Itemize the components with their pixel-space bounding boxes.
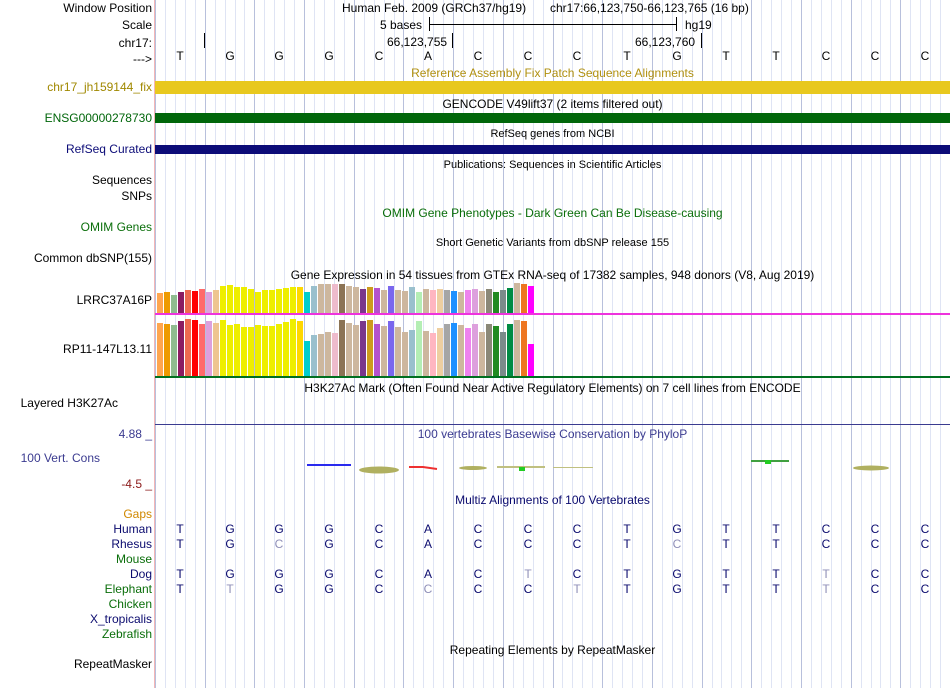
base-letter: C xyxy=(523,522,533,536)
label-chrom[interactable]: chr17: xyxy=(118,36,152,50)
base-letter: C xyxy=(870,567,880,581)
label-chicken[interactable]: Chicken xyxy=(108,597,152,611)
base-letter: T xyxy=(226,582,234,596)
base-letter: G xyxy=(324,567,334,581)
base-letter: C xyxy=(423,582,433,596)
phylop-blip-7 xyxy=(553,467,593,468)
gencode-track-title: GENCODE V49lift37 (2 items filtered out) xyxy=(442,97,663,111)
phylop-blip-2 xyxy=(359,467,399,474)
base-letter: C xyxy=(572,537,582,551)
base-letter: T xyxy=(573,582,581,596)
label-vert-cons[interactable]: 100 Vert. Cons xyxy=(20,451,100,465)
base-letter: G xyxy=(274,567,284,581)
publications-track-title: Publications: Sequences in Scientific Articles xyxy=(443,159,662,171)
base-letter: T xyxy=(772,537,780,551)
base-letter: T xyxy=(176,49,184,63)
label-arrow: ---> xyxy=(133,52,152,66)
base-letter: C xyxy=(870,49,880,63)
label-snps[interactable]: SNPs xyxy=(121,189,152,203)
label-rhesus[interactable]: Rhesus xyxy=(111,537,152,551)
scale-db: hg19 xyxy=(685,18,712,32)
base-letter: C xyxy=(821,49,831,63)
base-letter: C xyxy=(870,522,880,536)
base-letter: C xyxy=(920,537,930,551)
label-mouse[interactable]: Mouse xyxy=(115,552,152,566)
track-labels-column xyxy=(0,0,154,688)
base-letter: T xyxy=(176,522,184,536)
omim-track-title: OMIM Gene Phenotypes - Dark Green Can Be Disease-causing xyxy=(382,206,723,220)
label-fix-patch[interactable]: chr17_jh159144_fix xyxy=(47,80,152,94)
label-dbsnp[interactable]: Common dbSNP(155) xyxy=(33,251,152,265)
base-letter: C xyxy=(920,567,930,581)
label-h3k27ac[interactable]: Layered H3K27Ac xyxy=(20,396,118,410)
base-letter: T xyxy=(623,522,631,536)
base-letter: G xyxy=(274,582,284,596)
phylop-blip-9 xyxy=(765,460,771,464)
phylop-blip-4 xyxy=(459,466,487,470)
phylop-track-title: 100 vertebrates Basewise Conservation by PhyloP xyxy=(417,427,688,441)
multiz-track-title: Multiz Alignments of 100 Vertebrates xyxy=(455,493,650,507)
base-letter: G xyxy=(324,537,334,551)
scale-text: 5 bases xyxy=(380,18,423,32)
base-letter: A xyxy=(423,567,432,581)
base-letter: T xyxy=(772,582,780,596)
base-letter: T xyxy=(176,582,184,596)
base-letter: C xyxy=(523,582,533,596)
base-letter: T xyxy=(722,567,730,581)
base-letter: T xyxy=(722,582,730,596)
base-letter: T xyxy=(772,49,780,63)
phylop-blip-3 xyxy=(409,467,437,469)
label-zebrafish[interactable]: Zebrafish xyxy=(101,627,152,641)
base-letter: C xyxy=(572,567,582,581)
base-letter: T xyxy=(176,537,184,551)
position-readout: chr17:66,123,750-66,123,765 (16 bp) xyxy=(550,1,749,15)
base-letter: C xyxy=(374,582,384,596)
base-letter: G xyxy=(274,522,284,536)
label-dog[interactable]: Dog xyxy=(129,567,152,581)
base-letter: T xyxy=(722,522,730,536)
base-letter: C xyxy=(374,522,384,536)
label-gtex-gene1[interactable]: LRRC37A16P xyxy=(76,293,152,307)
ruler-tick-label-2: 66,123,760 xyxy=(635,35,696,49)
base-letter: C xyxy=(672,537,682,551)
base-letter: C xyxy=(473,49,483,63)
base-letter: T xyxy=(722,49,730,63)
label-omim[interactable]: OMIM Genes xyxy=(80,220,152,234)
base-letter: T xyxy=(623,49,631,63)
base-letter: C xyxy=(374,537,384,551)
label-scale[interactable]: Scale xyxy=(121,18,152,32)
base-letter: C xyxy=(821,537,831,551)
base-letter: T xyxy=(623,537,631,551)
base-letter: C xyxy=(374,49,384,63)
assembly-title: Human Feb. 2009 (GRCh37/hg19) xyxy=(342,1,527,15)
base-letter: T xyxy=(623,582,631,596)
base-letter: G xyxy=(324,582,334,596)
label-elephant[interactable]: Elephant xyxy=(104,582,152,596)
base-letter: C xyxy=(523,49,533,63)
base-letter: A xyxy=(423,537,432,551)
base-letter: G xyxy=(324,522,334,536)
label-gaps[interactable]: Gaps xyxy=(123,507,152,521)
repeatmasker-track-title: Repeating Elements by RepeatMasker xyxy=(449,643,656,657)
base-letter: T xyxy=(772,522,780,536)
label-vert-max: 4.88 _ xyxy=(118,427,152,441)
base-letter: C xyxy=(374,567,384,581)
label-sequences[interactable]: Sequences xyxy=(91,173,152,187)
base-letter: T xyxy=(176,567,184,581)
label-gencode-gene[interactable]: ENSG00000278730 xyxy=(44,111,152,125)
base-letter: C xyxy=(870,582,880,596)
base-letter: G xyxy=(324,49,334,63)
phylop-blip-10 xyxy=(853,466,889,471)
label-human[interactable]: Human xyxy=(113,522,152,536)
base-letter: C xyxy=(274,537,284,551)
base-letter: C xyxy=(870,537,880,551)
base-letter: C xyxy=(920,522,930,536)
tracks-panel[interactable] xyxy=(155,0,950,688)
base-letter: G xyxy=(225,522,235,536)
base-letter: T xyxy=(822,567,830,581)
base-letter: G xyxy=(672,567,682,581)
base-letter: C xyxy=(920,582,930,596)
base-letter: A xyxy=(423,49,432,63)
base-letter: G xyxy=(225,567,235,581)
label-repeatmasker[interactable]: RepeatMasker xyxy=(73,657,152,671)
base-letter: G xyxy=(274,49,284,63)
label-gtex-gene2[interactable]: RP11-147L13.11 xyxy=(63,342,152,356)
label-xtrop[interactable]: X_tropicalis xyxy=(89,612,152,626)
base-letter: C xyxy=(821,522,831,536)
base-letter: G xyxy=(672,49,682,63)
base-letter: C xyxy=(473,567,483,581)
base-letter: T xyxy=(623,567,631,581)
base-letter: G xyxy=(672,582,682,596)
dbsnp-track-title: Short Genetic Variants from dbSNP release 155 xyxy=(435,237,670,249)
base-letter: A xyxy=(423,522,432,536)
refseq-track-title: RefSeq genes from NCBI xyxy=(490,128,615,140)
label-window-position[interactable]: Window Position xyxy=(63,1,152,15)
base-letter: G xyxy=(672,522,682,536)
base-letter: C xyxy=(572,522,582,536)
phylop-blip-6 xyxy=(519,467,525,471)
base-letter: C xyxy=(473,522,483,536)
base-letter: C xyxy=(473,582,483,596)
base-letter: C xyxy=(473,537,483,551)
base-letter: C xyxy=(572,49,582,63)
ruler-tick-label-1: 66,123,755 xyxy=(387,35,448,49)
label-refseq[interactable]: RefSeq Curated xyxy=(65,142,152,156)
base-letter: C xyxy=(920,49,930,63)
base-letter: T xyxy=(524,567,532,581)
gtex-track-title: Gene Expression in 54 tissues from GTEx RNA-seq of 17382 samples, 948 donors (V8, Aug 2019) xyxy=(290,268,815,282)
base-letter: C xyxy=(523,537,533,551)
h3k27ac-track-title: H3K27Ac Mark (Often Found Near Active Regulatory Elements) on 7 cell lines from ENCODE xyxy=(304,381,801,395)
base-letter: T xyxy=(822,582,830,596)
base-letter: T xyxy=(772,567,780,581)
fix-patch-track-title: Reference Assembly Fix Patch Sequence Alignments xyxy=(411,66,694,80)
label-vert-min: -4.5 _ xyxy=(121,477,152,491)
base-letter: T xyxy=(722,537,730,551)
base-letter: G xyxy=(225,49,235,63)
base-letter: G xyxy=(225,537,235,551)
